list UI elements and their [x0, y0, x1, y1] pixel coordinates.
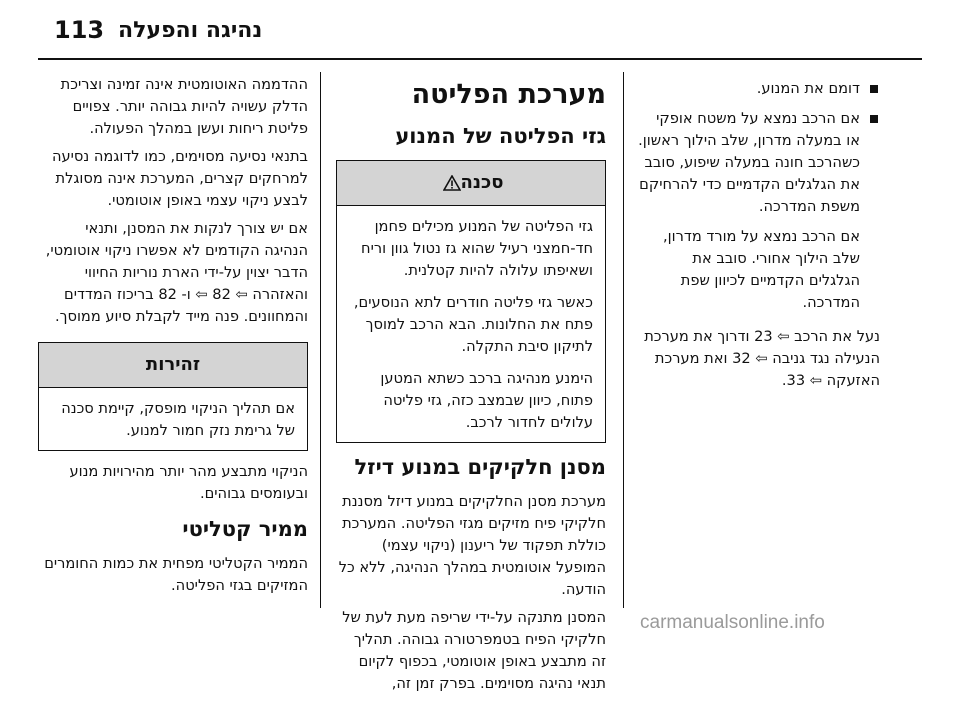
warning-triangle-icon [443, 175, 461, 191]
filter-heading: מסנן חלקיקים במנוע דיזל [354, 455, 606, 479]
danger-box-body [337, 206, 605, 442]
filter-paragraph: המסנן מתנקה על-ידי שריפה מעת לעת של חלקיקי הפיח בטמפרטורה גבוהה. תהליך זה מתבצע באופן אוטומטי, בכפוף לקיום תנאי נהיגה מסוימים. בפרק זמן זה, [342, 609, 606, 692]
converter-paragraph: הממיר הקטליטי מפחית את כמות החומרים המזיקים בגזי הפליטה. [44, 555, 308, 594]
danger-box-header [337, 161, 605, 206]
danger-paragraph: הימנע מנהיגה ברכב כשתא המטען פתוח, כיוון שבמצב כזה, גזי פליטה עלולים לחדור לרכב. [380, 370, 593, 431]
danger-paragraph: גזי הפליטה של המנוע מכילים פחמן חד-חמצני רעיל שהוא גז נטול גוון וריח ושאיפתו עלולה להיות קטלנית. [361, 218, 593, 279]
left-column [38, 74, 308, 603]
column-separator-left [320, 72, 321, 608]
bullet-continuation: אם הרכב נמצא על מורד מדרון, שלב הילוך אחורי. סובב את הגלגלים הקדמיים לכיוון שפת המדרכה. [663, 228, 860, 311]
filter-paragraph: מערכת מסנן החלקיקים במנוע דיזל מסננת חלקיקי פיח מזיקים מגזי הפליטה. המערכת כוללת תפקוד של ריענון (ניקוי עצמי) המופעל אוטומטית במהלך הנהיגה, ללא כל הודעה. [338, 493, 606, 598]
chapter-title: נהיגה והפעלה [118, 18, 263, 43]
column-separator-right [623, 72, 624, 608]
caution-box-body [39, 388, 307, 450]
caution-box [38, 342, 308, 451]
caution-paragraph: אם תהליך הניקוי מופסק, קיימת סכנה של גרימת נזק חמור למנוע. [61, 400, 295, 439]
list-item: דומם את המנוע. [638, 78, 880, 100]
converter-heading: ממיר קטליטי [182, 517, 308, 541]
section-heading: מערכת הפליטה [411, 79, 606, 110]
danger-box-title: סכנה [460, 172, 504, 193]
parking-steps-list [638, 78, 880, 218]
danger-box [336, 160, 606, 443]
body-paragraph: ההדממה האוטומטית אינה זמינה וצריכת הדלק עשויה להיות גבוהה יותר. צפויים פליטת ריחות ועשן במהלך הפעולה. [60, 76, 308, 137]
page-header [0, 0, 960, 58]
body-paragraph: הניקוי מתבצע מהר יותר מהירויות מנוע ובעומסים גבוהים. [69, 463, 308, 502]
caution-box-title: זהירות [145, 354, 201, 375]
right-column [638, 78, 880, 398]
body-paragraph: בתנאי נסיעה מסוימים, כמו לדוגמה נסיעה למרחקים קצרים, המערכת אינה מסוגלת לבצע ניקוי עצמי באופן אוטומטי. [51, 148, 308, 209]
body-paragraph: אם יש צורך לנקות את המסנן, ותנאי הנהיגה הקודמים לא אפשרו ניקוי אוטומטי, הדבר יצוין על-ידי הארת נוריות החיווי והאזהרה ⇦ 82 ⇦ ו- 82 בריכוז המדדים והמחוונים. פנה מייד לקבלת סיוע ממוסך. [45, 220, 308, 325]
caution-box-header [39, 343, 307, 388]
subsection-heading: גזי הפליטה של המנוע [395, 124, 606, 148]
lock-paragraph: נעל את הרכב ⇦ 23 ודרוך את מערכת הנעילה נגד גניבה ⇦ 32 ואת מערכת האזעקה ⇦ 33. [644, 328, 880, 389]
page-number: 113 [54, 16, 105, 44]
watermark: carmanualsonline.info [640, 612, 825, 633]
list-item: אם הרכב נמצא על משטח אופקי או במעלה מדרון, שלב הילוך ראשון. כשהרכב חונה במעלה שיפוע, סובב את הגלגלים הקדמיים כדי להרחיקם משפת המדרכה. [638, 108, 880, 218]
danger-paragraph: כאשר גזי פליטה חודרים לתא הנוסעים, פתח את החלונות. הבא הרכב למוסך לתיקון סיבת התקלה. [353, 294, 593, 355]
header-rule [38, 58, 922, 60]
middle-column [336, 78, 606, 701]
